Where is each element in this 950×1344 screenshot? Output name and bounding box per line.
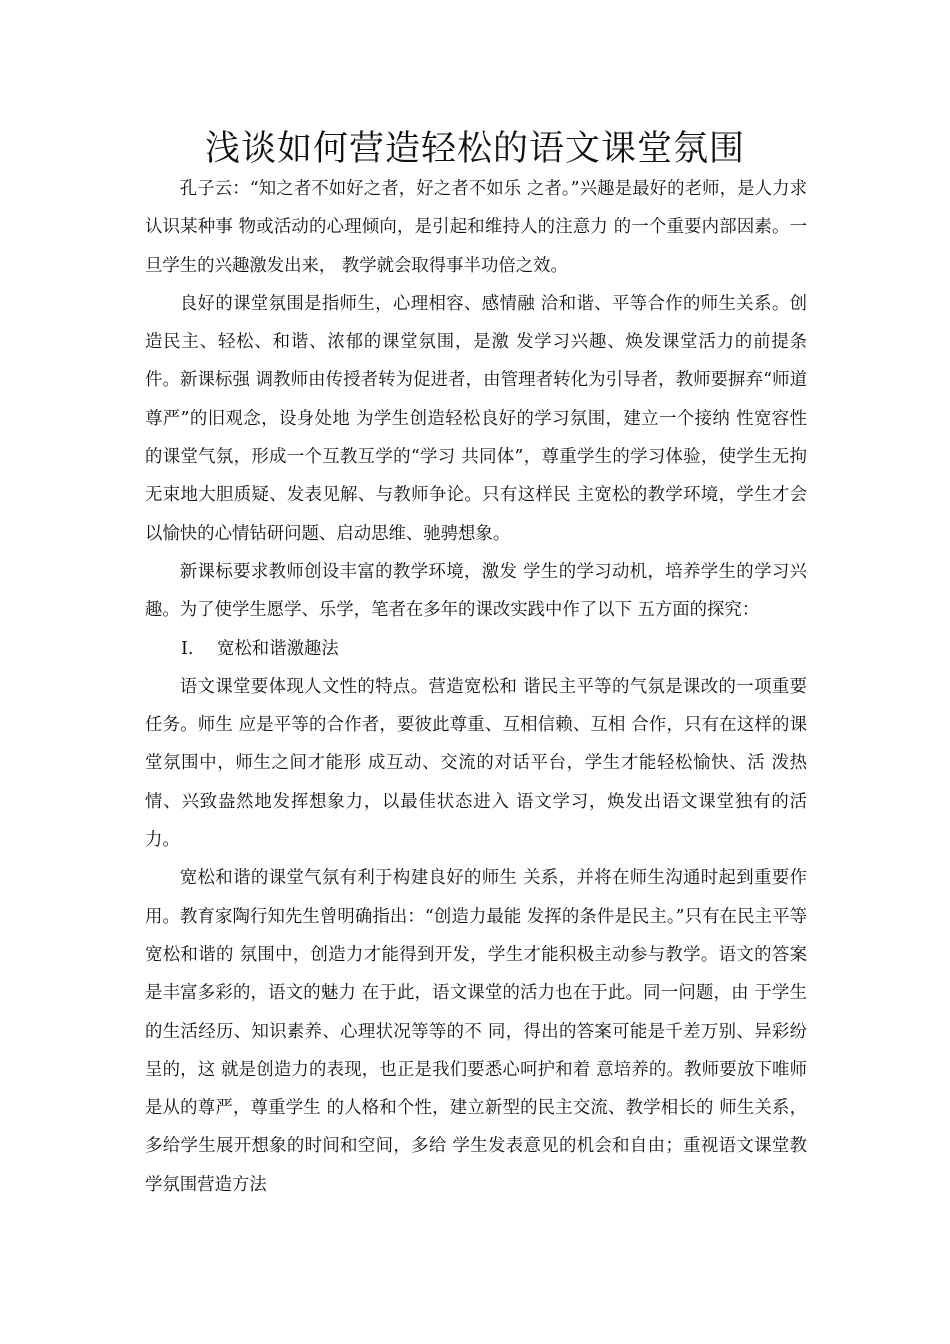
- section-number: I.: [181, 638, 194, 659]
- new-curriculum-paragraph: 新课标要求教师创设丰富的教学环境，激发 学生的学习动机，培养学生的学习兴趣。为了使学生愿学、乐学，笔者在多年的课改实践中作了以下 五方面的探究：: [145, 561, 807, 621]
- section-paragraph: 宽松和谐的课堂气氛有利于构建良好的师生 关系，并将在师生沟通时起到重要作用。教育家陶行知先生曾明确指出：“创造力最能 发挥的条件是民主。”只有在民主平等宽松和谐的 氛围中，创造力才能得到开发，学生才能积极主动参与教学。语文的答案是丰富多彩的，语文的魅力 在于此，语文课堂的活力也在于此。同一问题，由 于学生的生活经历、知识素养、心理状况等等的不 同，得出的答案可能是千差万别、异彩纷呈的，这 就是创造力的表现，也正是我们要悉心呵护和着 意培养的。教师要放下唯师是从的尊严，尊重学生 的人格和个性，建立新型的民主交流、教学相长的 师生关系，多给学生展开想象的时间和空间，多给 学生发表意见的机会和自由；重视语文课堂教学氛围营造方法: [145, 868, 807, 1195]
- section-heading: [145, 630, 807, 668]
- document-body: [145, 170, 807, 1204]
- classroom-atmosphere-paragraph: 良好的课堂氛围是指师生，心理相容、感情融 洽和谐、平等合作的师生关系。创造民主、轻松、和谐、浓郁的课堂氛围，是激 发学习兴趣、焕发课堂活力的前提条件。新课标强 调教师由传授者转为促进者，由管理者转化为引导者，教师要摒弃“师道尊严”的旧观念，设身处地 为学生创造轻松良好的学习氛围，建立一个接纳 性宽容性的课堂气氛，形成一个互教互学的“学习 共同体”，尊重学生的学习体验，使学生无拘无束地大胆质疑、发表见解、与教师争论。只有这样民 主宽松的教学环境，学生才会以愉快的心情钻研问题、启动思维、驰骋想象。: [145, 293, 807, 544]
- intro-paragraph: 孔子云：“知之者不如好之者，好之者不如乐 之者。”兴趣是最好的老师，是人力求认识某种事 物或活动的心理倾向，是引起和维持人的注意力 的一个重要内部因素。一旦学生的兴趣激发出来， 教学就会取得事半功倍之效。: [145, 179, 807, 276]
- section-paragraph: 语文课堂要体现人文性的特点。营造宽松和 谐民主平等的气氛是课改的一项重要任务。师生 应是平等的合作者，要彼此尊重、互相信赖、互相 合作，只有在这样的课堂氛围中，师生之间才能形 成互动、交流的对话平台，学生才能轻松愉快、活 泼热情、兴致盎然地发挥想象力，以最佳状态进入 语文学习，焕发出语文课堂独有的活力。: [145, 676, 807, 851]
- section-title: 宽松和谐激趣法: [217, 638, 339, 659]
- document-title: 浅谈如何营造轻松的语文课堂氛围: [204, 129, 745, 169]
